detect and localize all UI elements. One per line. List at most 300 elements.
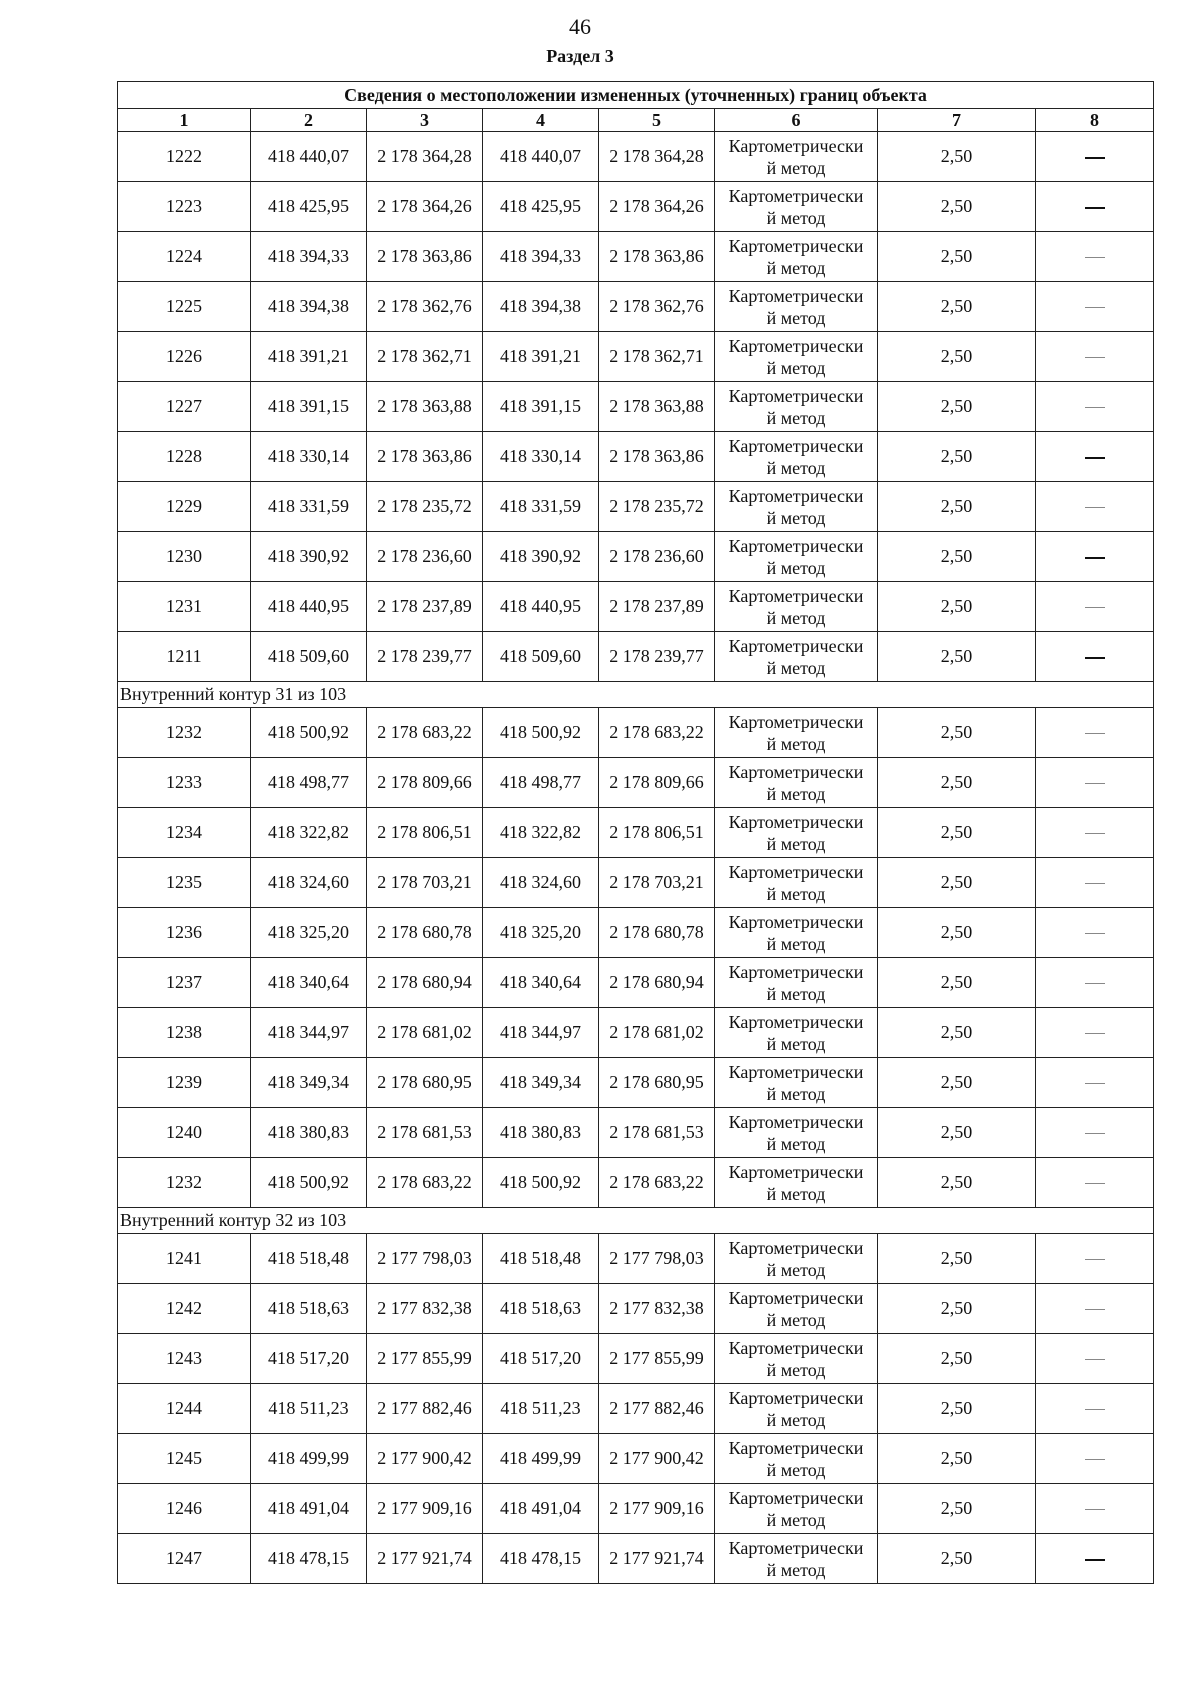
point-number-cell: 1231 <box>118 582 251 632</box>
method-cell <box>715 858 878 908</box>
y-old-cell: 2 178 680,78 <box>367 908 483 958</box>
dash-icon <box>1085 357 1105 358</box>
y-old-cell: 2 178 680,94 <box>367 958 483 1008</box>
x-new-cell: 418 509,60 <box>483 632 599 682</box>
description-cell <box>1036 232 1154 282</box>
table-row <box>118 1334 1154 1384</box>
method-text-line2: й метод <box>766 1409 826 1430</box>
method-cell <box>715 1158 878 1208</box>
x-new-cell: 418 500,92 <box>483 708 599 758</box>
method-text-line2: й метод <box>766 1183 826 1204</box>
description-cell <box>1036 858 1154 908</box>
column-number: 1 <box>118 109 251 132</box>
y-old-cell: 2 178 680,95 <box>367 1058 483 1108</box>
y-old-cell: 2 177 900,42 <box>367 1434 483 1484</box>
x-old-cell: 418 491,04 <box>251 1484 367 1534</box>
y-old-cell: 2 178 239,77 <box>367 632 483 682</box>
method-cell <box>715 232 878 282</box>
point-number-cell: 1246 <box>118 1484 251 1534</box>
y-new-cell: 2 178 806,51 <box>599 808 715 858</box>
dash-icon <box>1085 1259 1105 1260</box>
y-old-cell: 2 177 909,16 <box>367 1484 483 1534</box>
y-new-cell: 2 178 235,72 <box>599 482 715 532</box>
y-old-cell: 2 178 362,76 <box>367 282 483 332</box>
point-number-cell: 1236 <box>118 908 251 958</box>
y-new-cell: 2 178 236,60 <box>599 532 715 582</box>
point-number-cell: 1229 <box>118 482 251 532</box>
x-new-cell: 418 340,64 <box>483 958 599 1008</box>
x-new-cell: 418 380,83 <box>483 1108 599 1158</box>
point-number-cell: 1225 <box>118 282 251 332</box>
column-number: 3 <box>367 109 483 132</box>
y-old-cell: 2 178 809,66 <box>367 758 483 808</box>
x-new-cell: 418 511,23 <box>483 1384 599 1434</box>
point-number-cell: 1227 <box>118 382 251 432</box>
x-new-cell: 418 440,07 <box>483 132 599 182</box>
accuracy-cell: 2,50 <box>878 282 1036 332</box>
column-number-row <box>118 109 1154 132</box>
table-row <box>118 758 1154 808</box>
x-old-cell: 418 511,23 <box>251 1384 367 1434</box>
method-text-line2: й метод <box>766 1259 826 1280</box>
accuracy-cell: 2,50 <box>878 808 1036 858</box>
table-row <box>118 232 1154 282</box>
method-text-line1: Картометрически <box>728 1011 864 1032</box>
dash-icon <box>1085 1309 1105 1310</box>
accuracy-cell: 2,50 <box>878 958 1036 1008</box>
y-new-cell: 2 177 798,03 <box>599 1234 715 1284</box>
method-text-line2: й метод <box>766 833 826 854</box>
column-number: 7 <box>878 109 1036 132</box>
table-row <box>118 808 1154 858</box>
point-number-cell: 1211 <box>118 632 251 682</box>
x-new-cell: 418 491,04 <box>483 1484 599 1534</box>
accuracy-cell: 2,50 <box>878 232 1036 282</box>
method-text-line2: й метод <box>766 207 826 228</box>
method-text-line1: Картометрически <box>728 635 864 656</box>
x-old-cell: 418 500,92 <box>251 1158 367 1208</box>
point-number-cell: 1230 <box>118 532 251 582</box>
x-new-cell: 418 331,59 <box>483 482 599 532</box>
x-new-cell: 418 518,48 <box>483 1234 599 1284</box>
x-old-cell: 418 518,48 <box>251 1234 367 1284</box>
point-number-cell: 1224 <box>118 232 251 282</box>
method-text-line2: й метод <box>766 1509 826 1530</box>
accuracy-cell: 2,50 <box>878 708 1036 758</box>
method-text-line1: Картометрически <box>728 1237 864 1258</box>
description-cell <box>1036 1234 1154 1284</box>
y-new-cell: 2 178 683,22 <box>599 1158 715 1208</box>
dash-icon <box>1085 1559 1105 1561</box>
dash-icon <box>1085 1133 1105 1134</box>
method-cell <box>715 132 878 182</box>
dash-icon <box>1085 883 1105 884</box>
x-new-cell: 418 518,63 <box>483 1284 599 1334</box>
method-text-line1: Картометрически <box>728 135 864 156</box>
dash-icon <box>1085 507 1105 508</box>
contour-label: Внутренний контур 31 из 103 <box>118 682 1154 708</box>
y-old-cell: 2 178 363,88 <box>367 382 483 432</box>
accuracy-cell: 2,50 <box>878 758 1036 808</box>
accuracy-cell: 2,50 <box>878 1234 1036 1284</box>
y-old-cell: 2 178 806,51 <box>367 808 483 858</box>
method-text-line1: Картометрически <box>728 1437 864 1458</box>
page-number: 46 <box>569 14 591 39</box>
dash-icon <box>1085 257 1105 258</box>
dash-icon <box>1085 933 1105 934</box>
table-row <box>118 282 1154 332</box>
y-old-cell: 2 177 855,99 <box>367 1334 483 1384</box>
method-text-line2: й метод <box>766 1133 826 1154</box>
x-new-cell: 418 344,97 <box>483 1008 599 1058</box>
y-new-cell: 2 178 680,94 <box>599 958 715 1008</box>
method-text-line2: й метод <box>766 1359 826 1380</box>
description-cell <box>1036 382 1154 432</box>
method-cell <box>715 582 878 632</box>
accuracy-cell: 2,50 <box>878 382 1036 432</box>
x-old-cell: 418 440,95 <box>251 582 367 632</box>
accuracy-cell: 2,50 <box>878 182 1036 232</box>
x-old-cell: 418 509,60 <box>251 632 367 682</box>
point-number-cell: 1242 <box>118 1284 251 1334</box>
table-row <box>118 1008 1154 1058</box>
x-new-cell: 418 517,20 <box>483 1334 599 1384</box>
table-row <box>118 1108 1154 1158</box>
accuracy-cell: 2,50 <box>878 332 1036 382</box>
description-cell <box>1036 132 1154 182</box>
accuracy-cell: 2,50 <box>878 1108 1036 1158</box>
x-old-cell: 418 394,33 <box>251 232 367 282</box>
table-row <box>118 1058 1154 1108</box>
method-cell <box>715 1284 878 1334</box>
accuracy-cell: 2,50 <box>878 1008 1036 1058</box>
point-number-cell: 1238 <box>118 1008 251 1058</box>
method-text-line2: й метод <box>766 557 826 578</box>
method-cell <box>715 708 878 758</box>
point-number-cell: 1243 <box>118 1334 251 1384</box>
description-cell <box>1036 282 1154 332</box>
x-old-cell: 418 391,21 <box>251 332 367 382</box>
x-new-cell: 418 325,20 <box>483 908 599 958</box>
y-old-cell: 2 178 683,22 <box>367 708 483 758</box>
accuracy-cell: 2,50 <box>878 582 1036 632</box>
y-new-cell: 2 178 809,66 <box>599 758 715 808</box>
y-old-cell: 2 178 703,21 <box>367 858 483 908</box>
accuracy-cell: 2,50 <box>878 858 1036 908</box>
method-text-line2: й метод <box>766 1559 826 1580</box>
y-new-cell: 2 178 683,22 <box>599 708 715 758</box>
dash-icon <box>1085 733 1105 734</box>
table-row <box>118 908 1154 958</box>
dash-icon <box>1085 1359 1105 1360</box>
column-number: 6 <box>715 109 878 132</box>
x-new-cell: 418 478,15 <box>483 1534 599 1584</box>
method-text-line2: й метод <box>766 357 826 378</box>
accuracy-cell: 2,50 <box>878 632 1036 682</box>
table-row <box>118 532 1154 582</box>
dash-icon <box>1085 1509 1105 1510</box>
dash-icon <box>1085 1033 1105 1034</box>
table-row <box>118 632 1154 682</box>
x-old-cell: 418 478,15 <box>251 1534 367 1584</box>
method-text-line2: й метод <box>766 457 826 478</box>
x-old-cell: 418 498,77 <box>251 758 367 808</box>
point-number-cell: 1223 <box>118 182 251 232</box>
dash-icon <box>1085 557 1105 559</box>
method-cell <box>715 1108 878 1158</box>
description-cell <box>1036 1384 1154 1434</box>
method-cell <box>715 1058 878 1108</box>
method-text-line1: Картометрически <box>728 535 864 556</box>
description-cell <box>1036 708 1154 758</box>
method-cell <box>715 958 878 1008</box>
y-old-cell: 2 178 236,60 <box>367 532 483 582</box>
y-old-cell: 2 178 363,86 <box>367 232 483 282</box>
method-cell <box>715 1534 878 1584</box>
y-old-cell: 2 178 362,71 <box>367 332 483 382</box>
y-new-cell: 2 178 681,53 <box>599 1108 715 1158</box>
table-row <box>118 958 1154 1008</box>
method-text-line2: й метод <box>766 507 826 528</box>
y-old-cell: 2 177 882,46 <box>367 1384 483 1434</box>
description-cell <box>1036 1534 1154 1584</box>
column-number: 2 <box>251 109 367 132</box>
x-new-cell: 418 322,82 <box>483 808 599 858</box>
description-cell <box>1036 532 1154 582</box>
description-cell <box>1036 1484 1154 1534</box>
method-text-line2: й метод <box>766 157 826 178</box>
contour-header-row <box>118 682 1154 708</box>
dash-icon <box>1085 607 1105 608</box>
contour-header-row <box>118 1208 1154 1234</box>
contour-label: Внутренний контур 32 из 103 <box>118 1208 1154 1234</box>
x-old-cell: 418 349,34 <box>251 1058 367 1108</box>
y-new-cell: 2 177 921,74 <box>599 1534 715 1584</box>
method-text-line1: Картометрически <box>728 861 864 882</box>
method-text-line1: Картометрически <box>728 435 864 456</box>
accuracy-cell: 2,50 <box>878 1484 1036 1534</box>
description-cell <box>1036 432 1154 482</box>
x-old-cell: 418 425,95 <box>251 182 367 232</box>
y-old-cell: 2 178 681,53 <box>367 1108 483 1158</box>
y-old-cell: 2 178 363,86 <box>367 432 483 482</box>
y-new-cell: 2 177 900,42 <box>599 1434 715 1484</box>
point-number-cell: 1233 <box>118 758 251 808</box>
method-text-line2: й метод <box>766 1033 826 1054</box>
accuracy-cell: 2,50 <box>878 532 1036 582</box>
method-text-line2: й метод <box>766 607 826 628</box>
method-cell <box>715 182 878 232</box>
x-old-cell: 418 394,38 <box>251 282 367 332</box>
dash-icon <box>1085 307 1105 308</box>
accuracy-cell: 2,50 <box>878 1058 1036 1108</box>
method-text-line1: Картометрически <box>728 711 864 732</box>
y-new-cell: 2 177 832,38 <box>599 1284 715 1334</box>
y-new-cell: 2 177 882,46 <box>599 1384 715 1434</box>
accuracy-cell: 2,50 <box>878 1384 1036 1434</box>
method-text-line1: Картометрически <box>728 285 864 306</box>
dash-icon <box>1085 1409 1105 1410</box>
x-old-cell: 418 499,99 <box>251 1434 367 1484</box>
description-cell <box>1036 1434 1154 1484</box>
point-number-cell: 1228 <box>118 432 251 482</box>
description-cell <box>1036 1158 1154 1208</box>
dash-icon <box>1085 457 1105 459</box>
method-cell <box>715 1334 878 1384</box>
method-text-line2: й метод <box>766 983 826 1004</box>
x-old-cell: 418 340,64 <box>251 958 367 1008</box>
x-new-cell: 418 499,99 <box>483 1434 599 1484</box>
method-cell <box>715 632 878 682</box>
table-row <box>118 1158 1154 1208</box>
method-text-line2: й метод <box>766 257 826 278</box>
dash-icon <box>1085 783 1105 784</box>
x-old-cell: 418 331,59 <box>251 482 367 532</box>
description-cell <box>1036 1108 1154 1158</box>
x-new-cell: 418 425,95 <box>483 182 599 232</box>
y-new-cell: 2 178 362,76 <box>599 282 715 332</box>
point-number-cell: 1234 <box>118 808 251 858</box>
method-text-line1: Картометрически <box>728 485 864 506</box>
point-number-cell: 1241 <box>118 1234 251 1284</box>
accuracy-cell: 2,50 <box>878 1158 1036 1208</box>
method-text-line1: Картометрически <box>728 1111 864 1132</box>
description-cell <box>1036 632 1154 682</box>
table-row <box>118 1484 1154 1534</box>
x-old-cell: 418 391,15 <box>251 382 367 432</box>
table-row <box>118 482 1154 532</box>
method-cell <box>715 808 878 858</box>
y-old-cell: 2 178 681,02 <box>367 1008 483 1058</box>
method-text-line1: Картометрически <box>728 761 864 782</box>
method-text-line2: й метод <box>766 1309 826 1330</box>
accuracy-cell: 2,50 <box>878 132 1036 182</box>
x-old-cell: 418 500,92 <box>251 708 367 758</box>
method-text-line1: Картометрически <box>728 1287 864 1308</box>
x-new-cell: 418 394,33 <box>483 232 599 282</box>
point-number-cell: 1247 <box>118 1534 251 1584</box>
description-cell <box>1036 482 1154 532</box>
dash-icon <box>1085 1083 1105 1084</box>
table-row <box>118 1384 1154 1434</box>
x-old-cell: 418 322,82 <box>251 808 367 858</box>
dash-icon <box>1085 833 1105 834</box>
y-old-cell: 2 178 683,22 <box>367 1158 483 1208</box>
method-text-line1: Картометрически <box>728 385 864 406</box>
method-text-line1: Картометрически <box>728 335 864 356</box>
dash-icon <box>1085 157 1105 159</box>
point-number-cell: 1237 <box>118 958 251 1008</box>
dash-icon <box>1085 657 1105 659</box>
y-old-cell: 2 178 235,72 <box>367 482 483 532</box>
method-cell <box>715 532 878 582</box>
table-row <box>118 582 1154 632</box>
section-title: Раздел 3 <box>546 46 614 66</box>
method-cell <box>715 382 878 432</box>
dash-icon <box>1085 1183 1105 1184</box>
description-cell <box>1036 808 1154 858</box>
table-row <box>118 332 1154 382</box>
x-old-cell: 418 518,63 <box>251 1284 367 1334</box>
x-old-cell: 418 324,60 <box>251 858 367 908</box>
x-new-cell: 418 440,95 <box>483 582 599 632</box>
method-text-line1: Картометрически <box>728 185 864 206</box>
x-new-cell: 418 330,14 <box>483 432 599 482</box>
x-old-cell: 418 390,92 <box>251 532 367 582</box>
point-number-cell: 1245 <box>118 1434 251 1484</box>
x-new-cell: 418 394,38 <box>483 282 599 332</box>
point-number-cell: 1222 <box>118 132 251 182</box>
method-text-line1: Картометрически <box>728 1337 864 1358</box>
y-old-cell: 2 177 798,03 <box>367 1234 483 1284</box>
description-cell <box>1036 182 1154 232</box>
method-text-line2: й метод <box>766 783 826 804</box>
method-text-line1: Картометрически <box>728 961 864 982</box>
x-new-cell: 418 349,34 <box>483 1058 599 1108</box>
y-new-cell: 2 177 855,99 <box>599 1334 715 1384</box>
method-text-line2: й метод <box>766 933 826 954</box>
table-row <box>118 432 1154 482</box>
x-new-cell: 418 391,15 <box>483 382 599 432</box>
dash-icon <box>1085 207 1105 209</box>
y-new-cell: 2 178 363,88 <box>599 382 715 432</box>
dash-icon <box>1085 983 1105 984</box>
y-old-cell: 2 177 832,38 <box>367 1284 483 1334</box>
column-number: 8 <box>1036 109 1154 132</box>
x-old-cell: 418 330,14 <box>251 432 367 482</box>
y-new-cell: 2 178 363,86 <box>599 232 715 282</box>
y-old-cell: 2 177 921,74 <box>367 1534 483 1584</box>
method-text-line2: й метод <box>766 1459 826 1480</box>
method-cell <box>715 332 878 382</box>
column-number: 5 <box>599 109 715 132</box>
table-row <box>118 1284 1154 1334</box>
y-new-cell: 2 177 909,16 <box>599 1484 715 1534</box>
x-new-cell: 418 391,21 <box>483 332 599 382</box>
description-cell <box>1036 1284 1154 1334</box>
method-text-line1: Картометрически <box>728 235 864 256</box>
accuracy-cell: 2,50 <box>878 1284 1036 1334</box>
point-number-cell: 1232 <box>118 1158 251 1208</box>
table-body <box>118 132 1154 1584</box>
method-cell <box>715 432 878 482</box>
table-row <box>118 382 1154 432</box>
y-new-cell: 2 178 364,28 <box>599 132 715 182</box>
x-new-cell: 418 500,92 <box>483 1158 599 1208</box>
table-row <box>118 858 1154 908</box>
y-old-cell: 2 178 364,26 <box>367 182 483 232</box>
method-cell <box>715 1234 878 1284</box>
method-cell <box>715 1484 878 1534</box>
method-text-line2: й метод <box>766 657 826 678</box>
description-cell <box>1036 1008 1154 1058</box>
x-old-cell: 418 325,20 <box>251 908 367 958</box>
table-row <box>118 1434 1154 1484</box>
y-new-cell: 2 178 680,78 <box>599 908 715 958</box>
x-old-cell: 418 440,07 <box>251 132 367 182</box>
y-new-cell: 2 178 362,71 <box>599 332 715 382</box>
method-text-line2: й метод <box>766 1083 826 1104</box>
dash-icon <box>1085 407 1105 408</box>
method-text-line2: й метод <box>766 883 826 904</box>
method-text-line1: Картометрически <box>728 1387 864 1408</box>
x-new-cell: 418 390,92 <box>483 532 599 582</box>
accuracy-cell: 2,50 <box>878 1434 1036 1484</box>
description-cell <box>1036 758 1154 808</box>
table-row <box>118 1234 1154 1284</box>
x-old-cell: 418 380,83 <box>251 1108 367 1158</box>
point-number-cell: 1244 <box>118 1384 251 1434</box>
